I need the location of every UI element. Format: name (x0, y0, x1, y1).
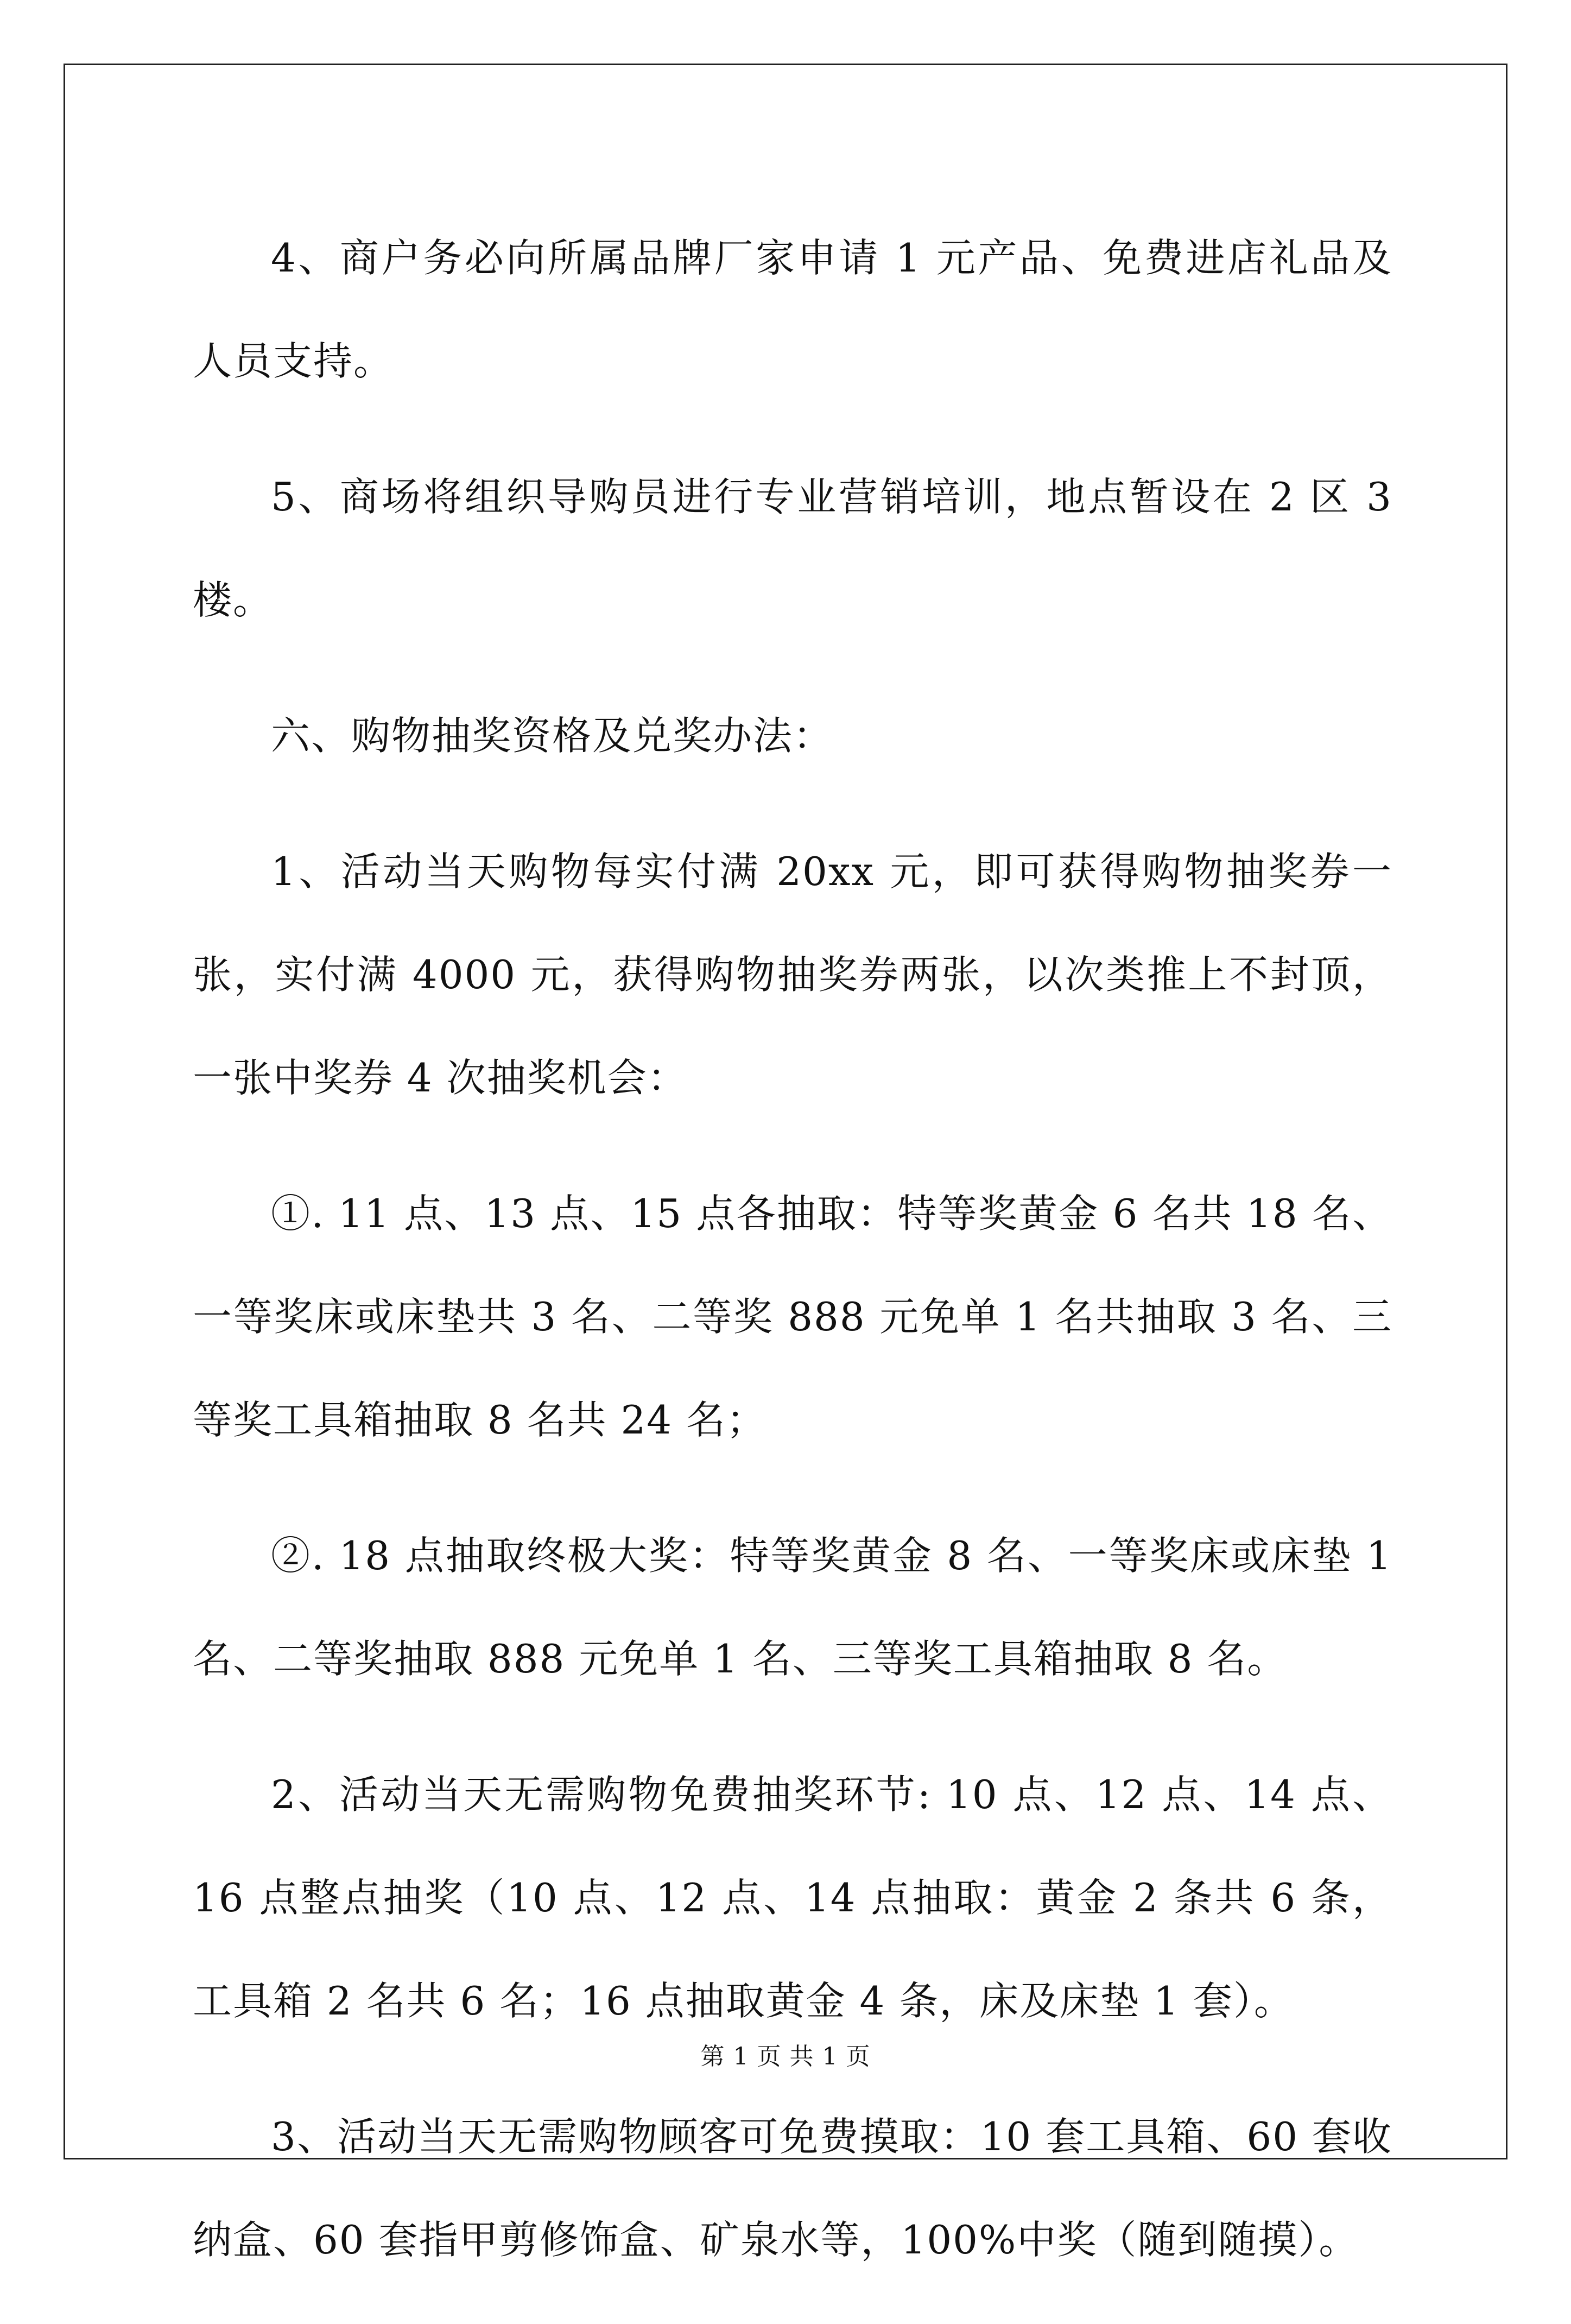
paragraph-hourly-draw: ①. 11 点、13 点、15 点各抽取：特等奖黄金 6 名共 18 名、一等奖床或床垫共 3 名、二等奖 888 元免单 1 名共抽取 3 名、三等奖工具箱抽取 8 名共 24 名； (193, 1191, 1392, 1443)
paragraph-training: 5、商场将组织导购员进行专业营销培训，地点暂设在 2 区 3 楼。 (193, 474, 1392, 623)
section-heading-lottery: 六、购物抽奖资格及兑奖办法： (271, 713, 834, 759)
page-footer: 第 1 页 共 1 页 (700, 2043, 871, 2070)
paragraph-lottery-eligibility: 1、活动当天购物每实付满 20xx 元，即可获得购物抽奖券一张，实付满 4000 元，获得购物抽奖券两张，以次类推上不封顶，一张中奖券 4 次抽奖机会： (193, 849, 1392, 1101)
paragraph-merchant-support: 4、商户务必向所属品牌厂家申请 1 元产品、免费进店礼品及人员支持。 (193, 235, 1392, 384)
paragraph-free-pick: 3、活动当天无需购物顾客可免费摸取：10 套工具箱、60 套收纳盒、60 套指甲剪修饰盒、矿泉水等，100%中奖（随到随摸）。 (193, 2114, 1392, 2263)
document-body (193, 206, 1392, 2324)
paragraph-grand-draw: ②. 18 点抽取终极大奖：特等奖黄金 8 名、一等奖床或床垫 1 名、二等奖抽取 888 元免单 1 名、三等奖工具箱抽取 8 名。 (193, 1533, 1392, 1682)
paragraph-free-draw: 2、活动当天无需购物免费抽奖环节: 10 点、12 点、14 点、16 点整点抽奖（10 点、12 点、14 点抽取：黄金 2 条共 6 条，工具箱 2 名共 6 名；16 点抽取黄金 4 条，床及床垫 1 套）。 (193, 1772, 1392, 2024)
